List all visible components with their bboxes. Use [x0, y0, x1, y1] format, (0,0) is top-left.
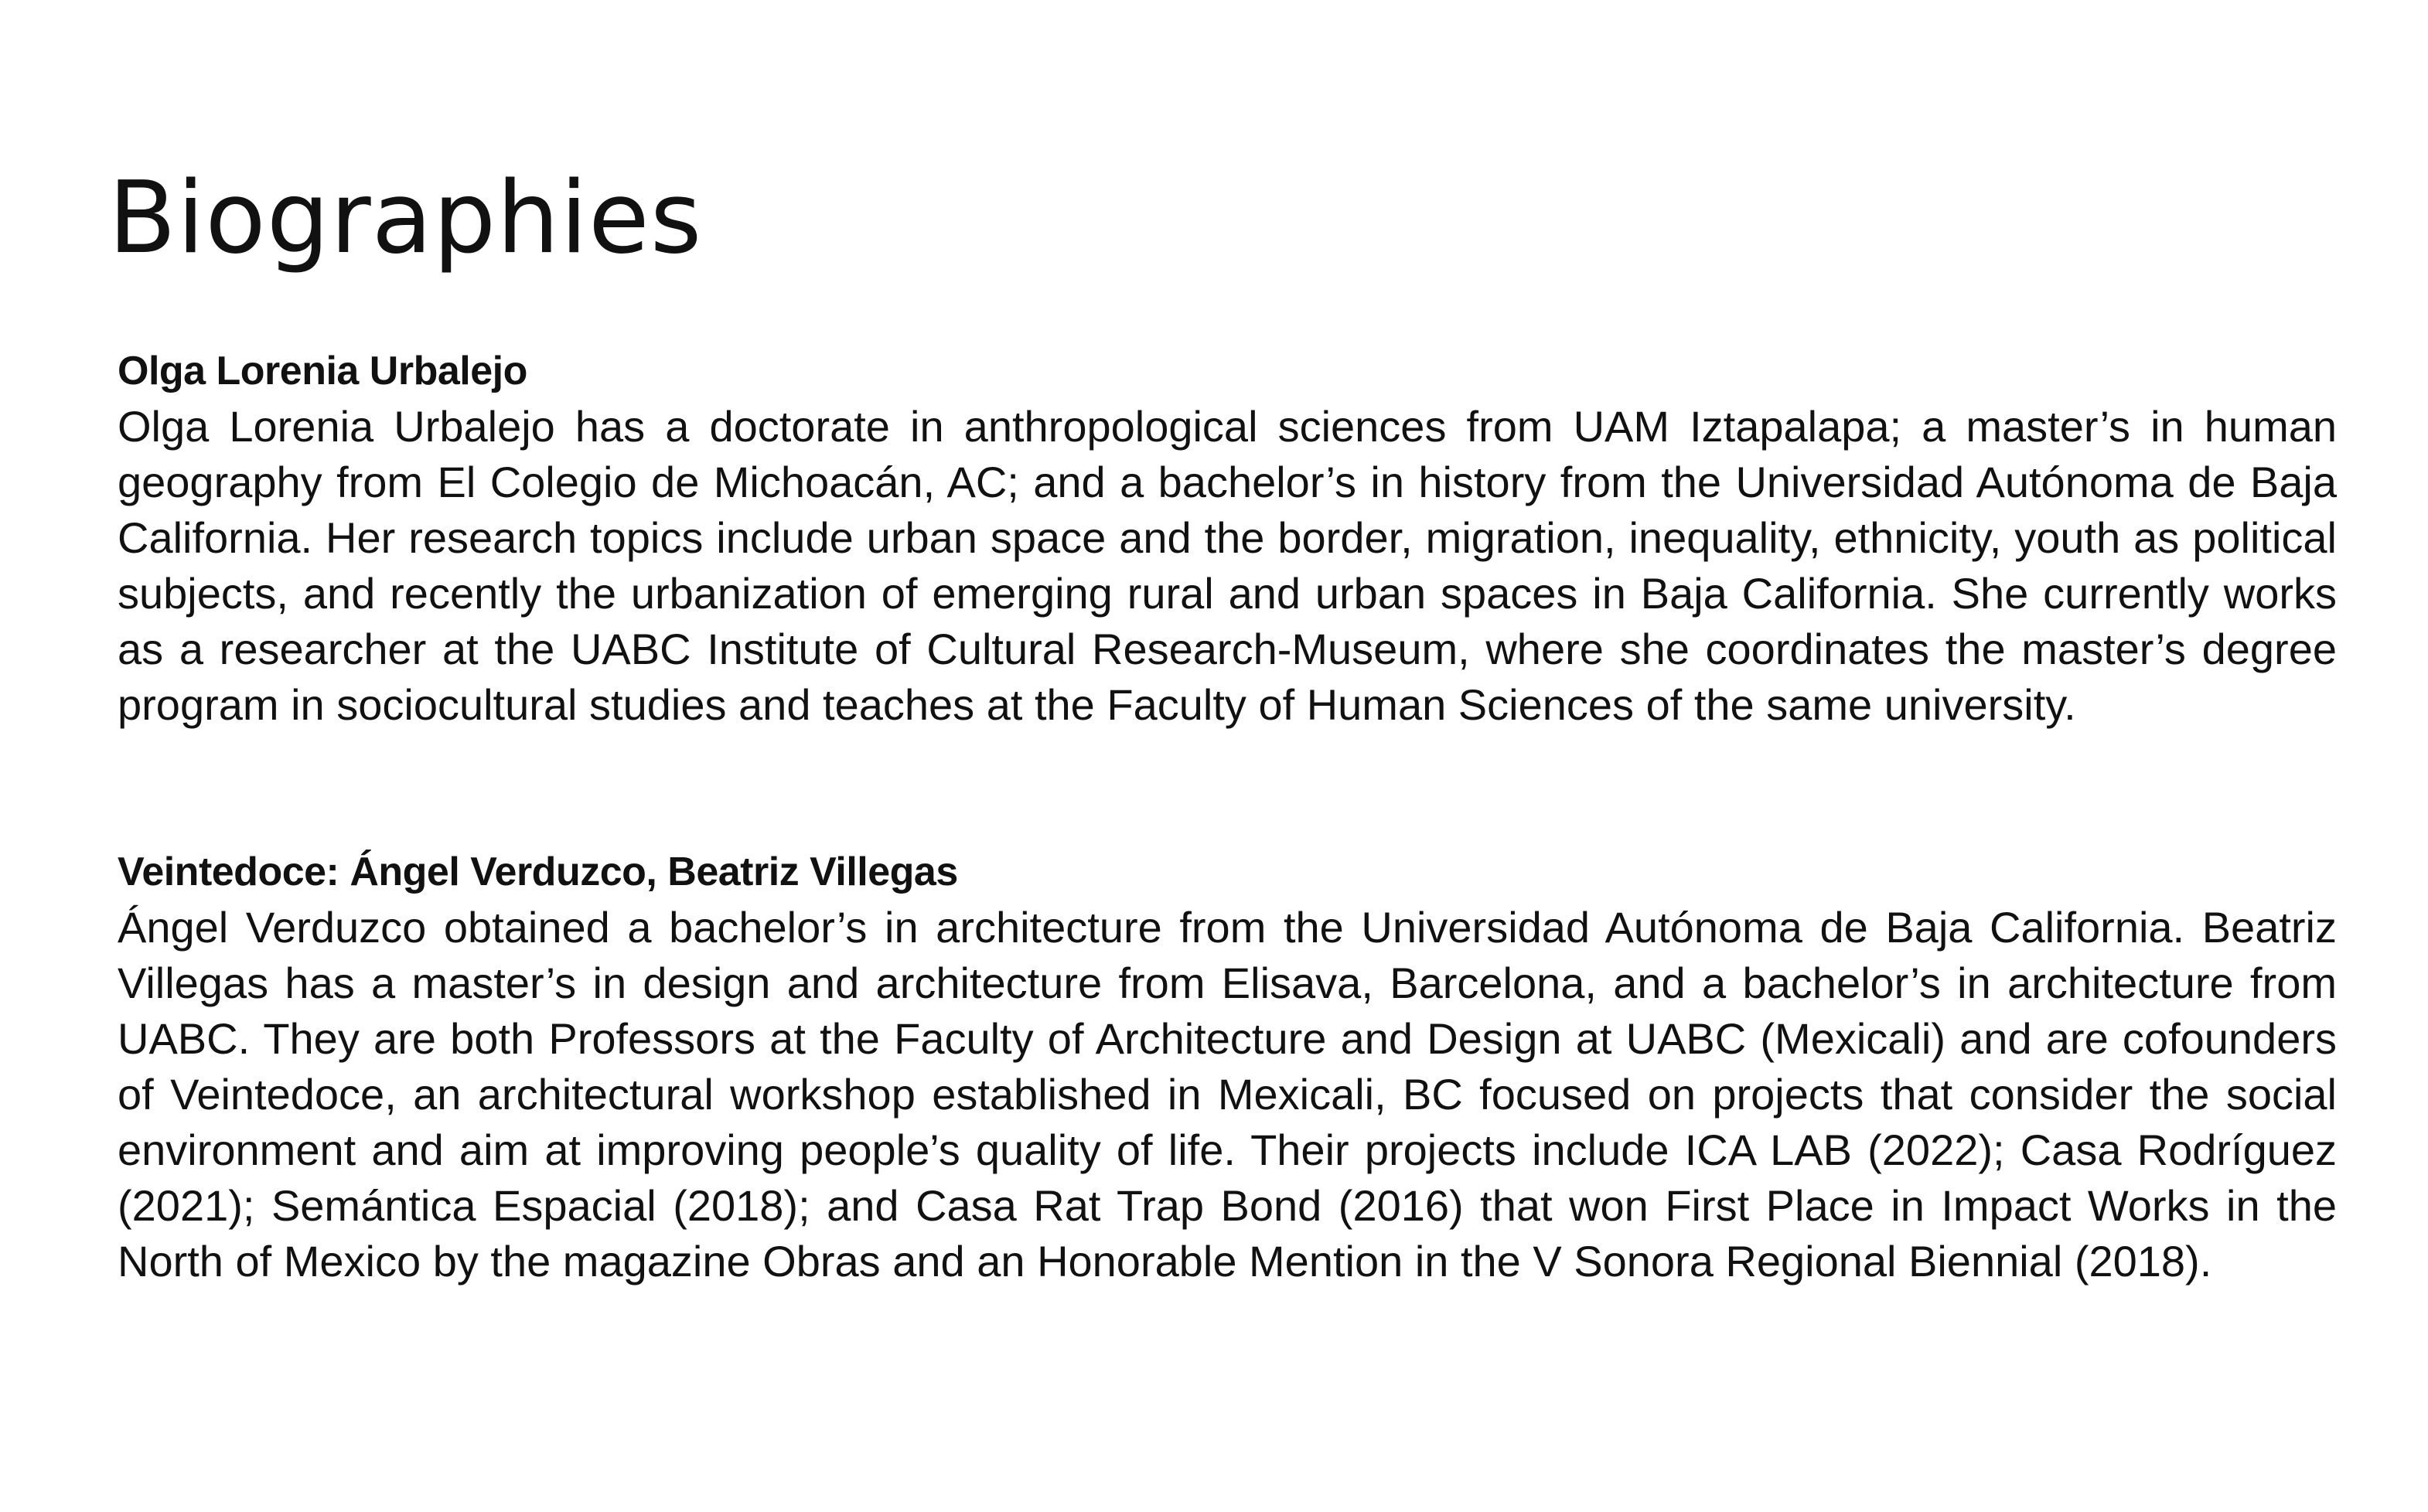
- biography-veintedoce: [118, 844, 2337, 1289]
- bio-name: Veintedoce: Ángel Verduzco, Beatriz Villegas: [118, 850, 958, 894]
- bio-text: Olga Lorenia Urbalejo has a doctorate in anthropological sciences from UAM Iztapalapa; a master’s in human geography from El Colegio de Michoacán, AC; and a bachelor’s in history from the Universidad Autónoma de Baja California. Her research topics include urban space and the border, migration, inequality, ethnicity, youth as political subjects, and recently the urbanization of emerging rural and urban spaces in Baja California. She currently works as a researcher at the UABC Institute of Cultural Research-Museum, where she coordinates the master’s degree program in sociocultural studies and teaches at the Faculty of Human Sciences of the same university.: [118, 402, 2337, 729]
- bio-name: Olga Lorenia Urbalejo: [118, 349, 527, 393]
- page-title: Biographies: [108, 161, 703, 276]
- bio-text: Ángel Verduzco obtained a bachelor’s in architecture from the Universidad Autónoma de Baja California. Beatriz Villegas has a master’s in design and architecture from Elisava, Barcelona, and a bachelor’s in architecture from UABC. They are both Professors at the Faculty of Architecture and Design at UABC (Mexicali) and are cofounders of Veintedoce, an architectural workshop established in Mexicali, BC focused on projects that consider the social environment and aim at improving people’s quality of life. Their projects include ICA LAB (2022); Casa Rodríguez (2021); Semántica Espacial (2018); and Casa Rat Trap Bond (2016) that won First Place in Impact Works in the North of Mexico by the magazine Obras and an Honorable Mention in the V Sonora Regional Biennial (2018).: [118, 903, 2337, 1286]
- biography-urbalejo: [118, 343, 2337, 733]
